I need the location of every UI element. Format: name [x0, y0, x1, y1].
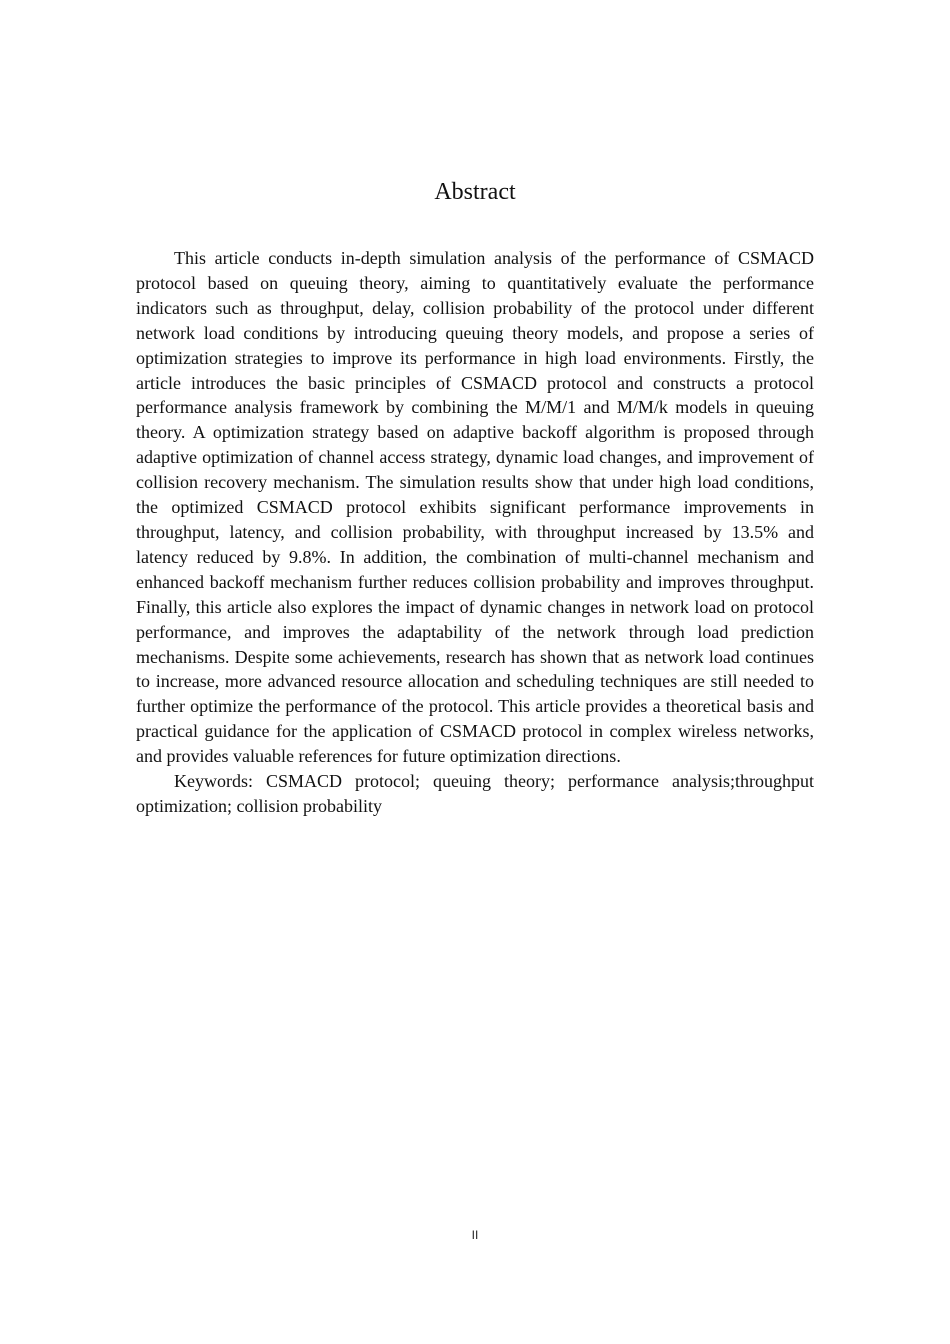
- abstract-paragraph: This article conducts in-depth simulation analysis of the performance of CSMACD protocol based on queuing theory, aiming to quantitatively evaluate the performance indicators such as throughput, delay, collision probability of the protocol under different network load conditions by introducing queuing theory models, and propose a series of optimization strategies to improve its performance in high load environments. Firstly, the article introduces the basic principles of CSMACD protocol and constructs a protocol performance analysis framework by combining the M/M/1 and M/M/k models in queuing theory. A optimization strategy based on adaptive backoff algorithm is proposed through adaptive optimization of channel access strategy, dynamic load changes, and improvement of collision recovery mechanism. The simulation results show that under high load conditions, the optimized CSMACD protocol exhibits significant performance improvements in throughput, latency, and collision probability, with throughput increased by 13.5% and latency reduced by 9.8%. In addition, the combination of multi-channel mechanism and enhanced backoff mechanism further reduces collision probability and improves throughput. Finally, this article also explores the impact of dynamic changes in network load on protocol performance, and improves the adaptability of the network through load prediction mechanisms. Despite some achievements, research has shown that as network load continues to increase, more advanced resource allocation and scheduling techniques are still needed to further optimize the performance of the protocol. This article provides a theoretical basis and practical guidance for the application of CSMACD protocol in complex wireless networks, and provides valuable references for future optimization directions.: [136, 248, 814, 767]
- abstract-title: Abstract: [434, 179, 516, 205]
- keywords-paragraph: Keywords: CSMACD protocol; queuing theory; performance analysis;throughput optimization; collision probability: [136, 771, 814, 816]
- page-number: II: [471, 1228, 479, 1242]
- abstract-body: [136, 246, 814, 819]
